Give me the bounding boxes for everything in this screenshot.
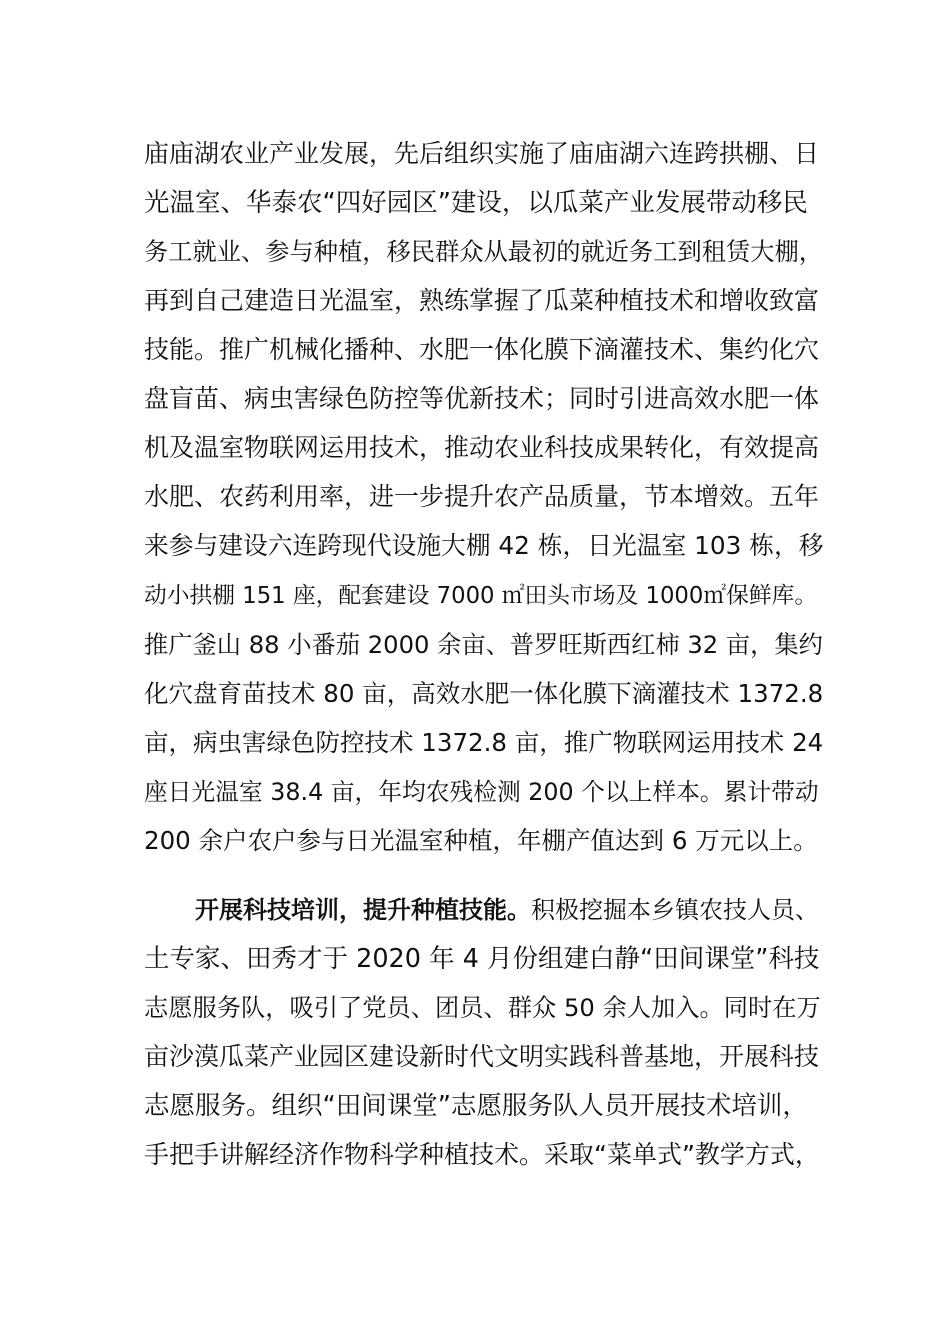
- paragraph-1-line-8: 水肥、农药利用率，进一步提升农产品质量，节本增效。五年: [144, 482, 820, 511]
- paragraph-1-line-13: 亩，病虫害绿色防控技术 1372.8 亩，推广物联网运用技术 24: [144, 728, 824, 757]
- paragraph-2-heading: 开展科技培训，提升种植技能。: [195, 896, 531, 924]
- paragraph-1-line-4: 再到自己建造日光温室，熟练掌握了瓜菜种植技术和增收致富: [144, 286, 820, 315]
- paragraph-1-line-11: 推广釜山 88 小番茄 2000 余亩、普罗旺斯西红柿 32 亩，集约: [144, 630, 823, 659]
- paragraph-1-line-14: 座日光温室 38.4 亩，年均农残检测 200 个以上样本。累计带动: [144, 778, 819, 806]
- paragraph-2-line-1-text: 积极挖掘本乡镇农技人员、: [531, 896, 819, 924]
- paragraph-1-line-9: 来参与建设六连跨现代设施大棚 42 栋，日光温室 103 栋，移: [144, 531, 824, 560]
- paragraph-1-line-12: 化穴盘育苗技术 80 亩，高效水肥一体化膜下滴灌技术 1372.8: [144, 679, 824, 708]
- paragraph-1-line-15: 200 余户农户参与日光温室种植，年棚产值达到 6 万元以上。: [144, 826, 818, 855]
- paragraph-2-line-5: 志愿服务。组织“田间课堂”志愿服务队人员开展技术培训，: [144, 1091, 808, 1121]
- paragraph-2-line-1: [195, 890, 824, 930]
- paragraph-2-line-4: 亩沙漠瓜菜产业园区建设新时代文明实践科普基地，开展科技: [144, 1042, 820, 1071]
- paragraph-2-line-3: 志愿服务队，吸引了党员、团员、群众 50 余人加入。同时在万: [144, 993, 821, 1022]
- paragraph-1-line-10: 动小拱棚 151 座，配套建设 7000 ㎡田头市场及 1000㎡保鲜库。: [144, 583, 818, 609]
- paragraph-1-line-6: 盘盲苗、病虫害绿色防控等优新技术；同时引进高效水肥一体: [144, 384, 820, 413]
- paragraph-1-line-3: 务工就业、参与种植，移民群众从最初的就近务工到租赁大棚，: [144, 237, 824, 266]
- paragraph-1-line-5: 技能。推广机械化播种、水肥一体化膜下滴灌技术、集约化穴: [144, 335, 820, 364]
- paragraph-1-line-7: 机及温室物联网运用技术，推动农业科技成果转化，有效提高: [144, 433, 820, 462]
- paragraph-1-line-1: 庙庙湖农业产业发展，先后组织实施了庙庙湖六连跨拱棚、日: [144, 139, 820, 168]
- paragraph-2-line-2: 土专家、田秀才于 2020 年 4 月份组建白静“田间课堂”科技: [144, 944, 820, 974]
- paragraph-1-line-2: 光温室、华泰农“四好园区”建设，以瓜菜产业发展带动移民: [144, 188, 808, 218]
- paragraph-2-line-6: 手把手讲解经济作物科学种植技术。采取“菜单式”教学方式，: [144, 1140, 820, 1169]
